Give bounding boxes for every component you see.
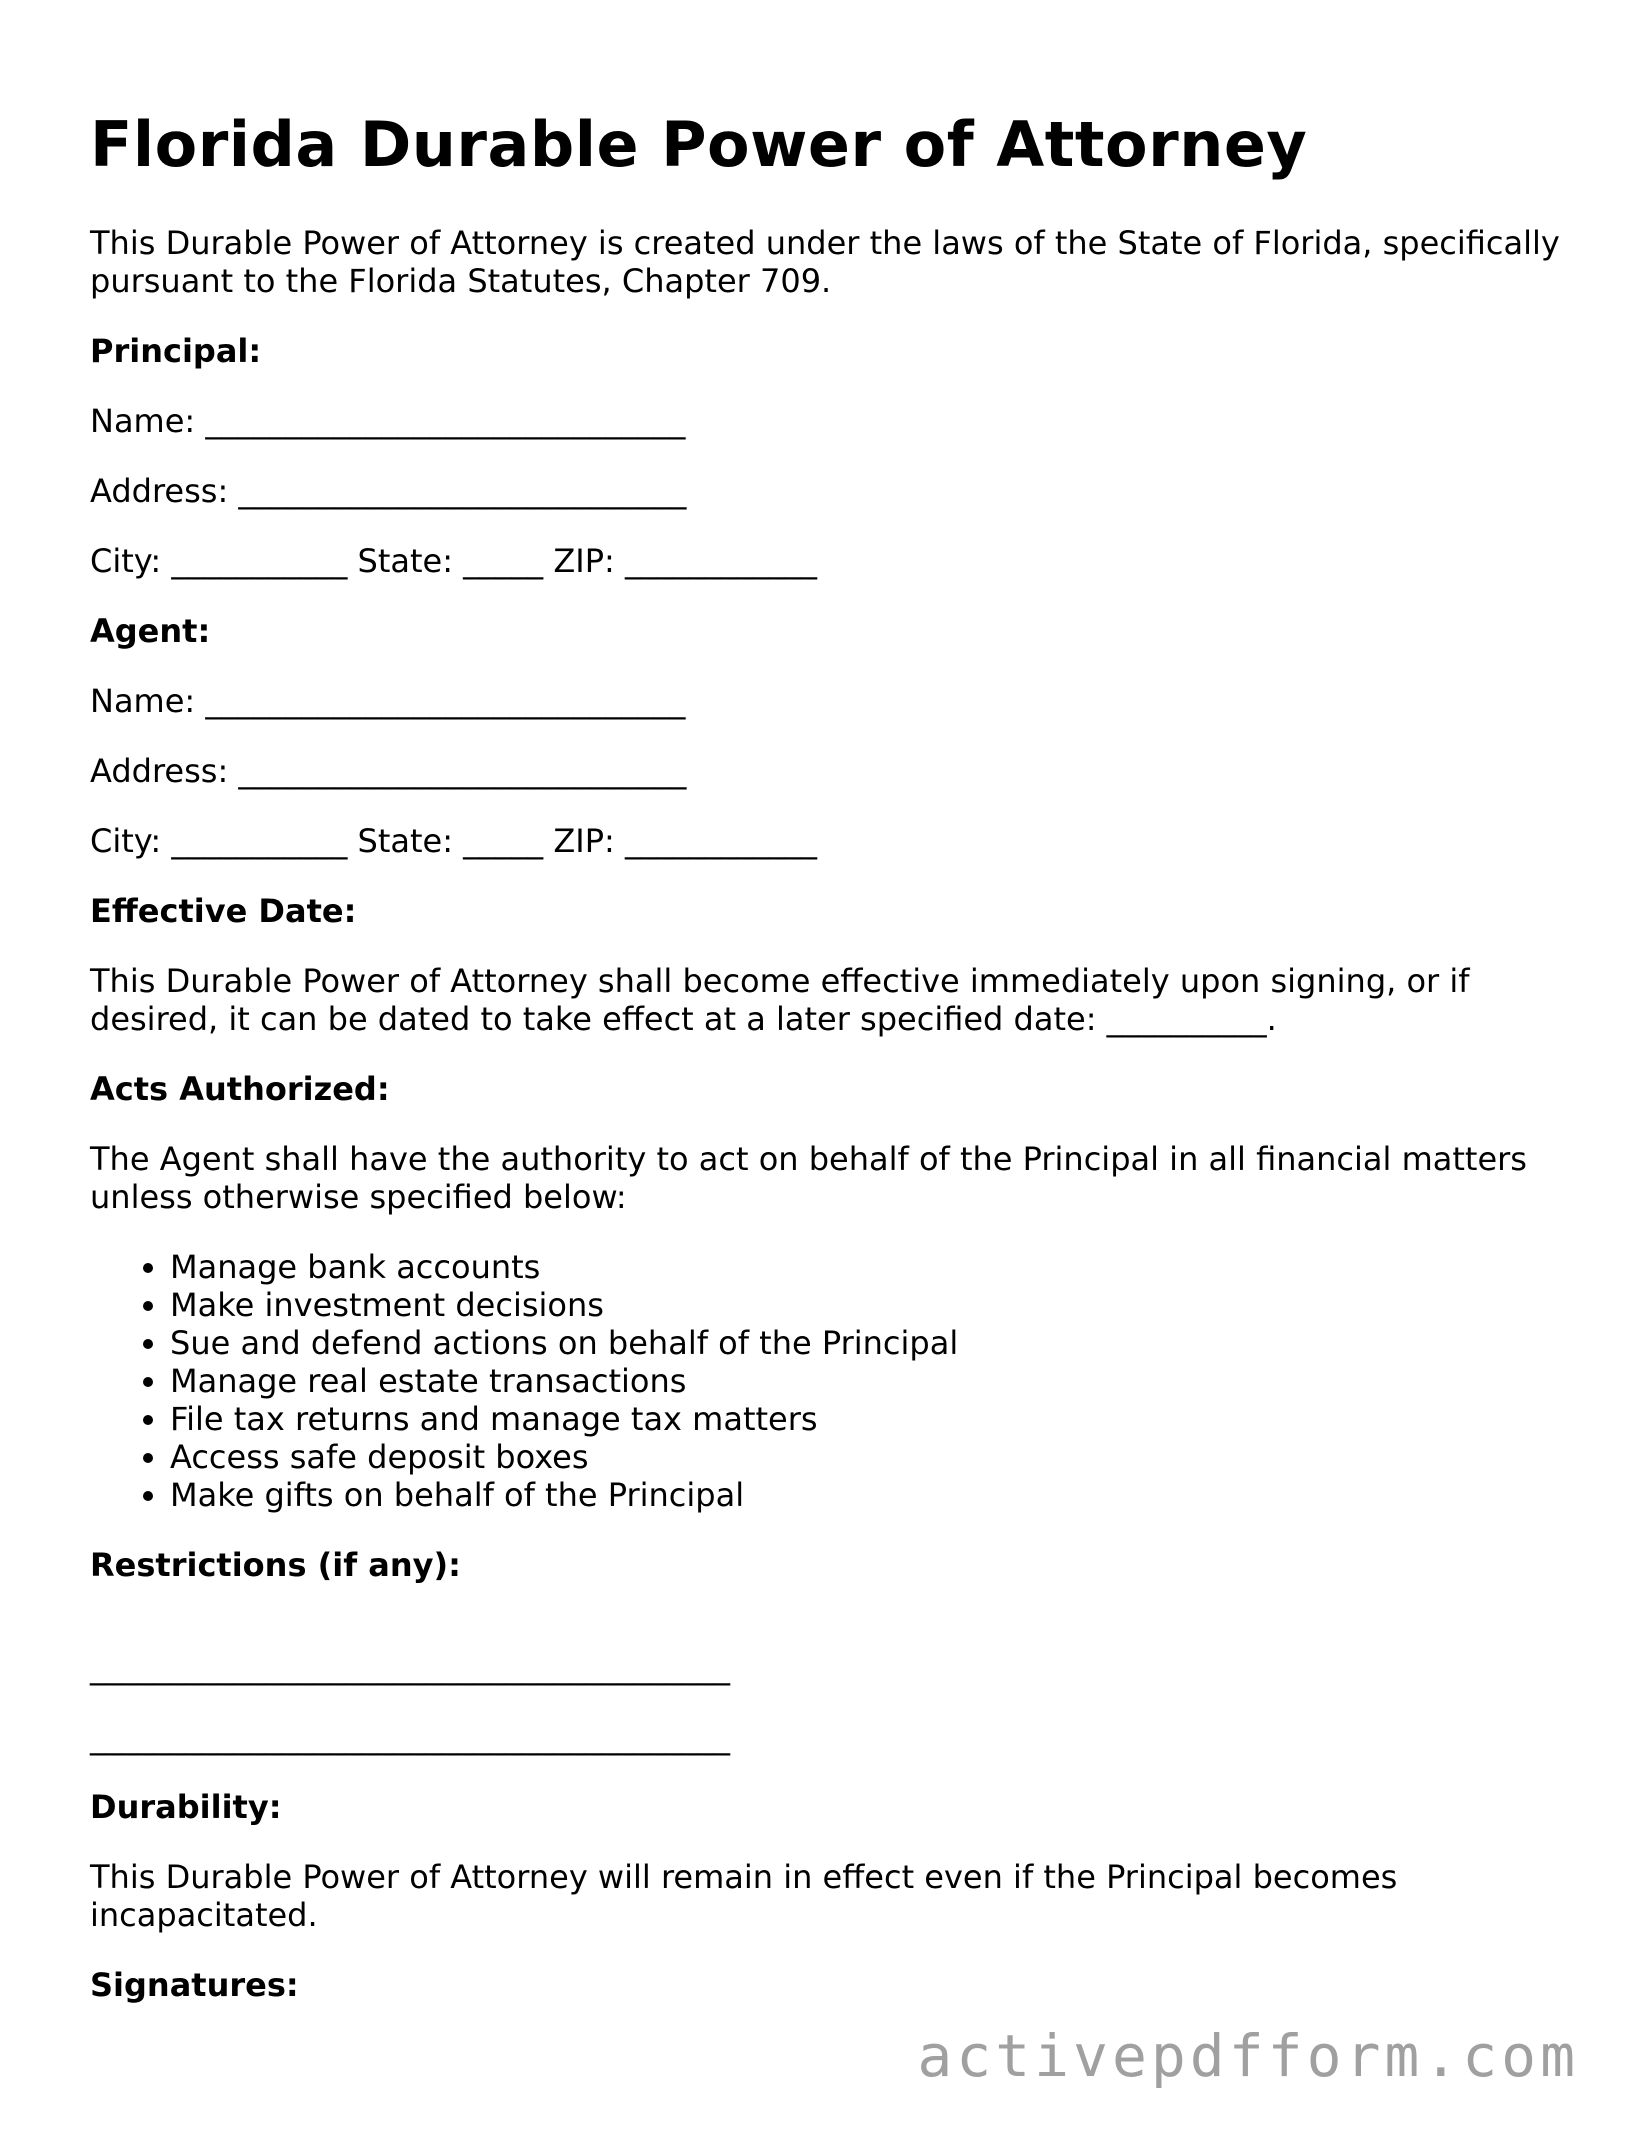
principal-address-field[interactable]: Address: ____________________________ [90,472,687,511]
list-item: • File tax returns and manage tax matters [170,1400,1570,1438]
restrictions-heading: Restrictions (if any): [90,1546,461,1585]
document-page [90,108,1570,2036]
document-title: Florida Durable Power of Attorney [90,108,1308,181]
durability-paragraph: This Durable Power of Attorney will remain in effect even if the Principal becomes incapacitated. [90,1858,1398,1935]
watermark: activepdfform.com [917,2022,1579,2090]
effective-date-heading: Effective Date: [90,892,357,931]
agent-heading: Agent: [90,612,211,651]
agent-city-state-zip-field[interactable]: City: ___________ State: _____ ZIP: ____________ [90,822,817,861]
acts-authorized-list [90,1248,1570,1514]
effective-date-paragraph: This Durable Power of Attorney shall become effective immediately upon signing, or if desired, it can be dated to take effect at a later specified date: __________. [90,962,1470,1039]
list-item: • Access safe deposit boxes [170,1438,1570,1476]
list-item: • Sue and defend actions on behalf of the Principal [170,1324,1570,1362]
list-item: • Make investment decisions [170,1286,1570,1324]
restrictions-spacer [90,1616,1570,1648]
durability-heading: Durability: [90,1788,282,1827]
intro-paragraph: This Durable Power of Attorney is created under the laws of the State of Florida, specifically pursuant to the Florida Statutes, Chapter 709. [90,224,1560,301]
list-item: • Manage bank accounts [170,1248,1570,1286]
agent-name-field[interactable]: Name: ______________________________ [90,682,686,721]
list-item: • Manage real estate transactions [170,1362,1570,1400]
list-item: • Make gifts on behalf of the Principal [170,1476,1570,1514]
agent-address-field[interactable]: Address: ____________________________ [90,752,687,791]
signatures-heading: Signatures: [90,1966,299,2005]
principal-heading: Principal: [90,332,262,371]
acts-authorized-heading: Acts Authorized: [90,1070,390,1109]
restrictions-line-1[interactable]: ________________________________________ [90,1648,730,1687]
principal-name-field[interactable]: Name: ______________________________ [90,402,686,441]
principal-city-state-zip-field[interactable]: City: ___________ State: _____ ZIP: ____________ [90,542,817,581]
acts-authorized-paragraph: The Agent shall have the authority to act on behalf of the Principal in all financial matters unless otherwise specified below: [90,1140,1527,1217]
restrictions-line-2[interactable]: ________________________________________ [90,1718,730,1757]
